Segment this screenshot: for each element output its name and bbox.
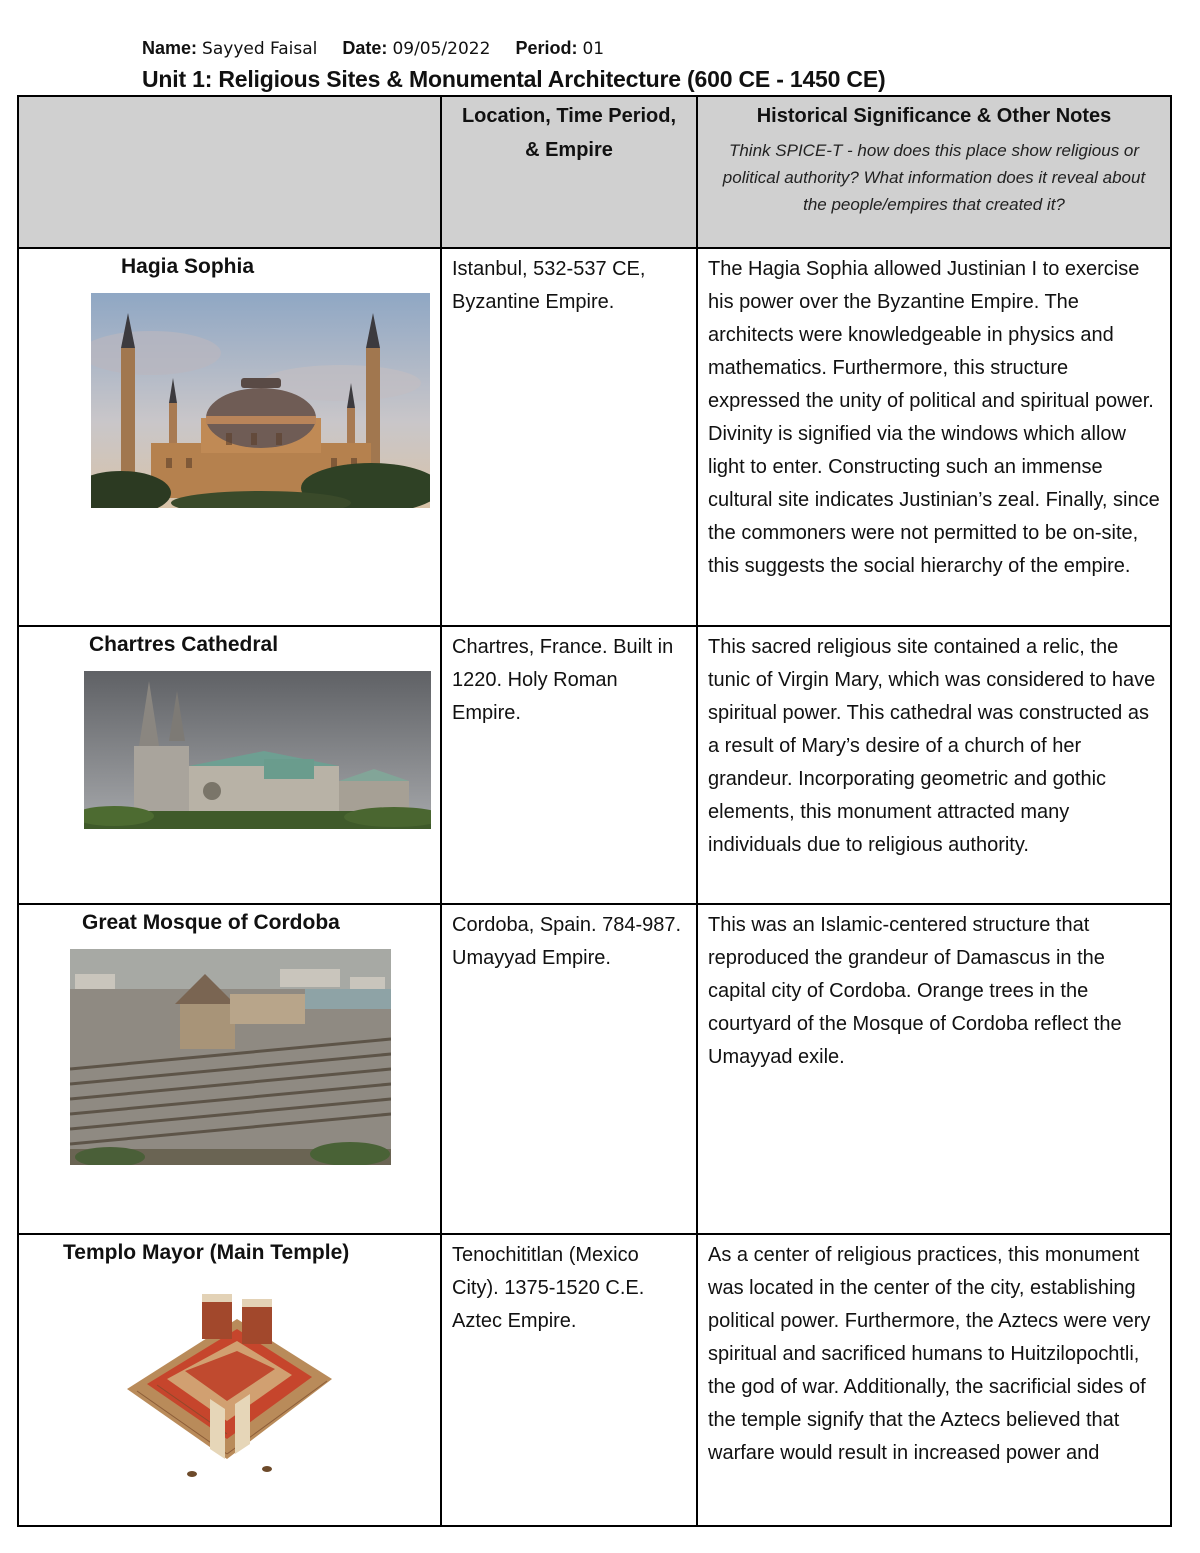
header-col-site bbox=[18, 96, 441, 248]
site-name: Great Mosque of Cordoba bbox=[82, 911, 340, 934]
table-row bbox=[18, 1234, 1171, 1526]
hagia-sophia-photo bbox=[91, 293, 430, 508]
table-row bbox=[18, 904, 1171, 1234]
location-cell: Chartres, France. Built in 1220. Holy Roman Empire. bbox=[441, 626, 697, 904]
table-row bbox=[18, 626, 1171, 904]
date-label: Date: bbox=[342, 38, 388, 58]
site-cell bbox=[18, 904, 441, 1234]
location-cell: Cordoba, Spain. 784-987. Umayyad Empire. bbox=[441, 904, 697, 1234]
name-label: Name: bbox=[142, 38, 198, 58]
chartres-cathedral-photo bbox=[84, 671, 431, 829]
site-name: Chartres Cathedral bbox=[89, 633, 279, 656]
name-value: Sayyed Faisal bbox=[202, 39, 318, 59]
location-cell: Tenochititlan (Mexico City). 1375-1520 C.E. Aztec Empire. bbox=[441, 1234, 697, 1526]
notes-cell: This was an Islamic-centered structure that reproduced the grandeur of Damascus in the capital city of Cordoba. Orange trees in the courtyard of the Mosque of Cordoba reflect the Umayyad exile. bbox=[697, 904, 1171, 1234]
site-name: Templo Mayor (Main Temple) bbox=[63, 1241, 350, 1264]
notes-cell: This sacred religious site contained a relic, the tunic of Virgin Mary, which was considered to have spiritual power. This cathedral was constructed as a result of Mary’s desire of a church of her grandeur. Incorporating geometric and gothic elements, this monument attracted many individuals due to religious authority. bbox=[697, 626, 1171, 904]
notes-cell: As a center of religious practices, this monument was located in the center of the city, establishing political power. Furthermore, the Aztecs were very spiritual and sacrificed humans to Huitzilopochtli, the god of war. Additionally, the sacrificial sides of the temple signify that the Aztecs believed that warfare would result in increased power and bbox=[697, 1234, 1171, 1526]
site-cell bbox=[18, 248, 441, 626]
header-note: Think SPICE-T - how does this place show religious or political authority? What information does it reveal about the people/empires that created it? bbox=[722, 141, 1146, 214]
site-name: Hagia Sophia bbox=[121, 255, 255, 278]
great-mosque-cordoba-photo bbox=[70, 949, 391, 1165]
period-value: 01 bbox=[582, 39, 605, 59]
student-info-line bbox=[142, 38, 624, 59]
header-col-location: Location, Time Period, & Empire bbox=[441, 96, 697, 248]
site-cell bbox=[18, 1234, 441, 1526]
templo-mayor-illustration bbox=[107, 1279, 345, 1492]
period-label: Period: bbox=[515, 38, 578, 58]
sites-table bbox=[17, 95, 1172, 1527]
table-header-row bbox=[18, 96, 1171, 248]
table-row bbox=[18, 248, 1171, 626]
page-title: Unit 1: Religious Sites & Monumental Architecture (600 CE - 1450 CE) bbox=[142, 66, 886, 92]
notes-cell: The Hagia Sophia allowed Justinian I to exercise his power over the Byzantine Empire. The architects were knowledgeable in physics and mathematics. Furthermore, this structure expressed the unity of political and spiritual power. Divinity is signified via the windows which allow light to enter. Constructing such an immense cultural site indicates Justinian’s zeal. Finally, since the commoners were not permitted to be on-site, this suggests the social hierarchy of the empire. bbox=[697, 248, 1171, 626]
header-col-notes: Historical Significance & Other Notes Think SPICE-T - how does this place show religious or political authority? What information does it reveal about the people/empires that created it? bbox=[697, 96, 1171, 248]
location-cell: Istanbul, 532-537 CE, Byzantine Empire. bbox=[441, 248, 697, 626]
site-cell bbox=[18, 626, 441, 904]
date-value: 09/05/2022 bbox=[392, 39, 491, 59]
